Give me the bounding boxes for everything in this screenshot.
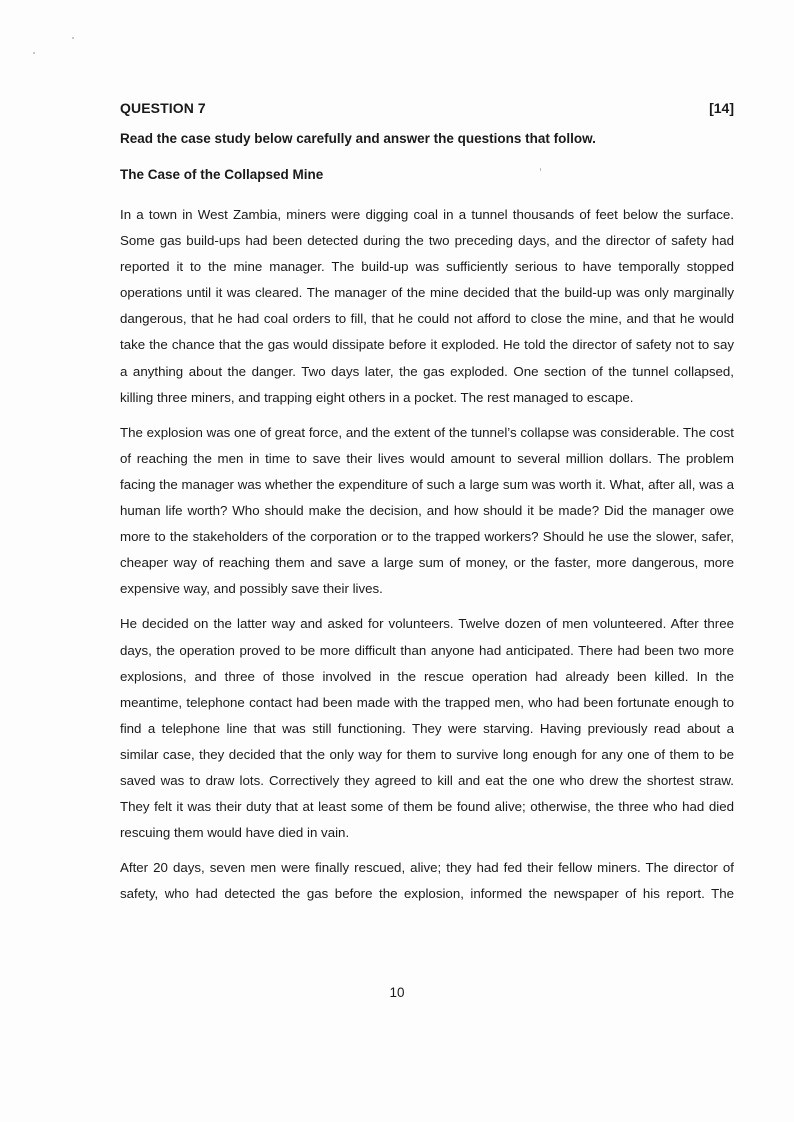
question-marks: [14] [709,100,734,116]
page-number: 10 [389,985,405,1000]
paragraph: The explosion was one of great force, and the extent of the tunnel’s collapse was considerable. The cost of reaching the men in time to save their lives would amount to several million dollars. The problem facing the manager was whether the expenditure of such a large sum was worth it. What, after all, was a human life worth? Who should make the decision, and how should it be made? Did the manager owe more to the stakeholders of the corporation or to the trapped workers? Should he use the slower, safer, cheaper way of reaching them and save a large sum of money, or the faster, more dangerous, more expensive way, and possibly save their lives. [120,424,734,597]
paragraph: After 20 days, seven men were finally rescued, alive; they had fed their fellow miners. The director of safety, who had detected the gas before the explosion, informed the newspaper of his report. The [120,860,734,902]
paragraph: He decided on the latter way and asked for volunteers. Twelve dozen of men volunteered. After three days, the operation proved to be more difficult than anyone had anticipated. There had been two more explosions, and three of those involved in the rescue operation had already been killed. In the meantime, telephone contact had been made with the trapped men, who had been fortunate enough to find a telephone line that was still functioning. They were starving. Having previously read about a similar case, they decided that the only way for them to survive long enough for any one of them to be saved was to draw lots. Correctively they agreed to kill and eat the one who drew the shortest straw. They felt it was their duty that at least some of them be found alive; otherwise, the three who had died rescuing them would have died in vain. [120,616,734,841]
scan-speck [33,52,35,54]
scan-speck [540,168,541,171]
scan-speck [72,37,74,39]
instruction-text: Read the case study below carefully and answer the questions that follow. [120,131,596,146]
question-header [120,100,734,120]
case-study-body [120,202,734,916]
paragraph: In a town in West Zambia, miners were digging coal in a tunnel thousands of feet below the surface. Some gas build-ups had been detected during the two preceding days, and the director of safety had reported it to the mine manager. The build-up was sufficiently serious to have temporally stopped operations until it was cleared. The manager of the mine decided that the build-up was only marginally dangerous, that he had coal orders to fill, that he could not afford to close the mine, and that he would take the chance that the gas would dissipate before it exploded. He told the director of safety not to say a anything about the danger. Two days later, the gas exploded. One section of the tunnel collapsed, killing three miners, and trapping eight others in a pocket. The rest managed to escape. [120,207,734,405]
question-title: QUESTION 7 [120,100,206,116]
case-study-title: The Case of the Collapsed Mine [120,167,324,182]
